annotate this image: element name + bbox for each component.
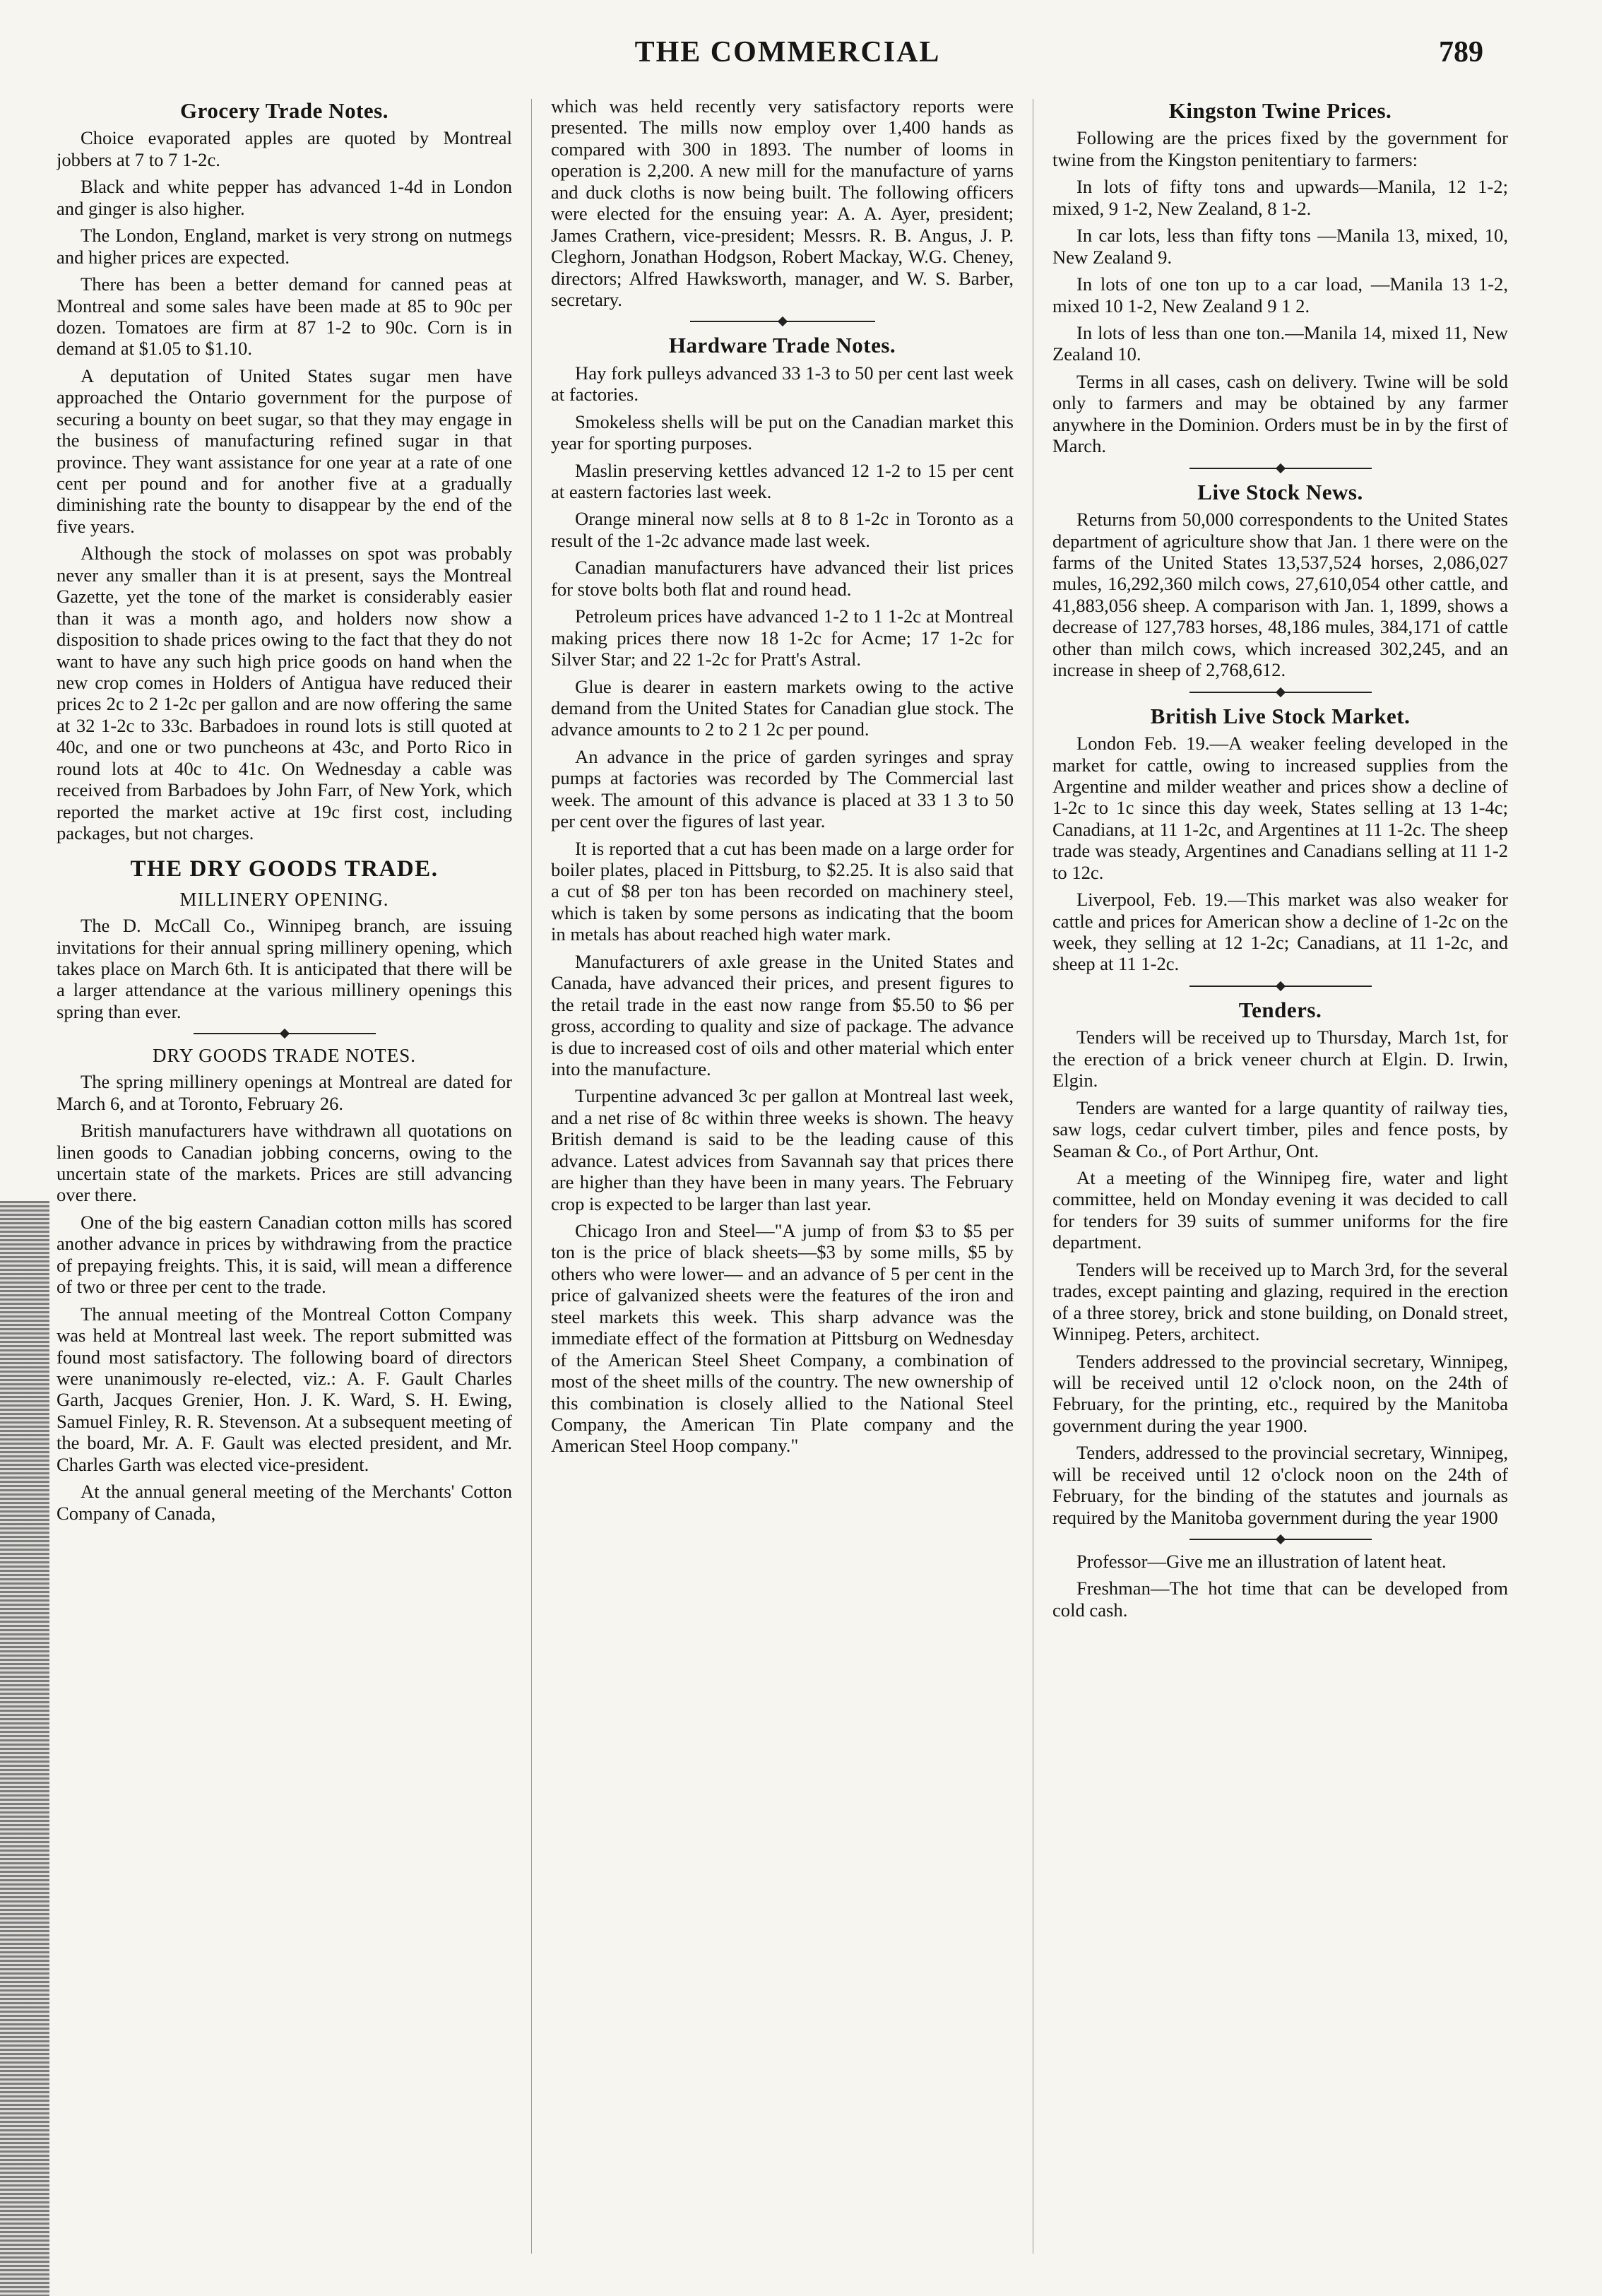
twine-paragraph: In lots of less than one ton.—Manila 14, mixed 11, New Zealand 10. xyxy=(1052,321,1508,365)
joke-line: Freshman—The hot time that can be developed from cold cash. xyxy=(1052,1578,1508,1621)
tenders-paragraph: Tenders are wanted for a large quantity of railway ties, saw logs, cedar culvert timber, piles and fence posts, by Seaman & Co., of Port Arthur, Ont. xyxy=(1052,1096,1508,1161)
column-2 xyxy=(551,95,1014,2282)
joke-line: Professor—Give me an illustration of latent heat. xyxy=(1076,1551,1447,1572)
hardware-paragraph: An advance in the price of garden syringes and spray pumps at factories was recorded by The Commercial last week. The amount of this advance is placed at 33 1 3 to 50 per cent over the figures of last year. xyxy=(551,745,1014,832)
section-separator xyxy=(1052,982,1508,990)
continued-paragraph: which was held recently very satisfactory reports were presented. The mills now employ over 1,400 hands as compared with 300 in 1893. The number of looms in operation is 2,200. A new mill for the manufacture of yarns and duck cloths is now being built. The following officers were elected for the ensuing year: A. A. Ayer, president; James Crathern, vice-president; Messrs. R. B. Angus, J. P. Cleghorn, Jonathan Hodgson, Robert Mackay, W.G. Cheney, directors; Alfred Hawksworth, manager, and W. S. Barber, secretary. xyxy=(551,95,1014,310)
twine-paragraph: In car lots, less than fifty tons —Manila 13, mixed, 10, New Zealand 9. xyxy=(1052,225,1508,268)
dry-goods-notes-subheading: DRY GOODS TRADE NOTES. xyxy=(152,1045,417,1067)
section-separator xyxy=(1052,688,1508,697)
dry-goods-heading: THE DRY GOODS TRADE. xyxy=(130,856,439,882)
binding-shadow xyxy=(0,1201,49,2296)
grocery-paragraph: There has been a better demand for canned peas at Montreal and some sales have been made at 85 to 90c per dozen. Tomatoes are firm at 87 1-2 to 90c. Corn is in demand at $1.05 to $1.10. xyxy=(57,273,512,360)
section-separator xyxy=(551,317,1014,326)
british-market-paragraph: Liverpool, Feb. 19.—This market was also weaker for cattle and prices for American show a decline of 1-2c on the week, they selling at 12 1-2c; Canadians, at 11 1-2c, and sheep at 11 1-2c. xyxy=(1052,889,1508,975)
hardware-heading: Hardware Trade Notes. xyxy=(668,333,896,358)
column-1 xyxy=(57,95,512,2282)
grocery-paragraph: The London, England, market is very strong on nutmegs and higher prices are expected. xyxy=(57,225,512,268)
grocery-heading: Grocery Trade Notes. xyxy=(180,98,388,123)
millinery-paragraph: The D. McCall Co., Winnipeg branch, are issuing invitations for their annual spring millinery opening, which takes place on March 6th. It is anticipated that there will be a larger attendance at the various millinery openings this spring than ever. xyxy=(57,915,512,1022)
hardware-paragraph: Maslin preserving kettles advanced 12 1-2 to 15 per cent at eastern factories last week. xyxy=(551,459,1014,503)
hardware-paragraph: Orange mineral now sells at 8 to 8 1-2c in Toronto as a result of the 1-2c advance made last week. xyxy=(551,508,1014,551)
hardware-paragraph: Hay fork pulleys advanced 33 1-3 to 50 per cent last week at factories. xyxy=(551,362,1014,406)
tenders-paragraph: Tenders, addressed to the provincial secretary, Winnipeg, will be received until 12 o'clock noon on the 24th of February, for the binding of the statutes and journals as required by the Manitoba government during the year 1900 xyxy=(1052,1442,1508,1528)
page-number: 789 xyxy=(1439,36,1483,69)
british-market-paragraph: London Feb. 19.—A weaker feeling developed in the market for cattle, owing to increased supplies from the Argentine and milder weather and prices show a decline of 1-2c to 1c since this day week, States selling at 13 1-4c; Canadians, at 11 1-2c, and Argentines at 11 1-2c. The sheep trade was steady, Argentines and Canadians selling at 11 1-2 to 12c. xyxy=(1052,733,1508,883)
grocery-paragraph: Choice evaporated apples are quoted by Montreal jobbers at 7 to 7 1-2c. xyxy=(57,127,512,170)
hardware-paragraph: Manufacturers of axle grease in the United States and Canada, have advanced their prices, and present figures to the retail trade in the east now range from $5.50 to $6 per gross, according to quality and size of package. The advance is due to increased cost of oils and other material which enter into the manufacture. xyxy=(551,950,1014,1079)
millinery-subheading: MILLINERY OPENING. xyxy=(179,889,389,911)
tenders-heading: Tenders. xyxy=(1238,997,1322,1022)
column-3 xyxy=(1052,95,1508,2282)
hardware-paragraph: Canadian manufacturers have advanced their list prices for stove bolts both flat and round head. xyxy=(551,557,1014,600)
british-market-heading: British Live Stock Market. xyxy=(1150,703,1411,728)
dry-goods-paragraph: At the annual general meeting of the Merchants' Cotton Company of Canada, xyxy=(57,1481,512,1524)
page-header xyxy=(92,35,1483,78)
hardware-paragraph: Petroleum prices have advanced 1-2 to 1 1-2c at Montreal making prices there now 18 1-2c for Acme; 17 1-2c for Silver Star; and 22 1-2c for Pratt's Astral. xyxy=(551,605,1014,670)
grocery-paragraph: Black and white pepper has advanced 1-4d in London and ginger is also higher. xyxy=(57,176,512,219)
twine-paragraph: In lots of one ton up to a car load, —Manila 13 1-2, mixed 10 1-2, New Zealand 9 1 2. xyxy=(1052,273,1508,316)
section-separator xyxy=(57,1029,512,1038)
dry-goods-paragraph: One of the big eastern Canadian cotton mills has scored another advance in prices by withdrawing from the practice of prepaying freights. This, it is said, will mean a difference of two or three per cent to the trade. xyxy=(57,1211,512,1298)
twine-heading: Kingston Twine Prices. xyxy=(1168,98,1392,123)
livestock-paragraph: Returns from 50,000 correspondents to the United States department of agriculture show that Jan. 1 there were on the farms of the United States 13,537,524 horses, 2,086,027 mules, 16,292,360 milch cows, 27,610,054 other cattle, and 41,883,056 sheep. A comparison with Jan. 1, 1899, shows a decrease of 127,783 horses, 48,186 mules, 384,171 of cattle other than milch cows, which increased 302,245, and an increase in sheep of 2,768,612. xyxy=(1052,509,1508,681)
hardware-paragraph: Turpentine advanced 3c per gallon at Montreal last week, and a net rise of 8c within three weeks is shown. The heavy British demand is said to be the leading cause of this advance. Latest advices from Savannah say that prices there are higher than they have been in many years. The February crop is expected to be larger than last year. xyxy=(551,1085,1014,1214)
tenders-paragraph: Tenders will be received up to Thursday, March 1st, for the erection of a brick veneer church at Elgin. D. Irwin, Elgin. xyxy=(1052,1026,1508,1091)
twine-paragraph: Terms in all cases, cash on delivery. Twine will be sold only to farmers and may be obtained by any farmer anywhere in the Dominion. Orders must be in by the first of March. xyxy=(1052,370,1508,457)
newspaper-title: THE COMMERCIAL xyxy=(634,36,941,69)
section-separator xyxy=(1052,464,1508,473)
grocery-paragraph: A deputation of United States sugar men have approached the Ontario government for the purpose of securing a bounty on beet sugar, so that they may engage in the business of manufacturing refined sugar in that province. They want assistance for one year at a rate of one cent per pound and for another five at a gradually diminishing rate the bounty to disappear by the end of the five years. xyxy=(57,365,512,537)
hardware-paragraph: Smokeless shells will be put on the Canadian market this year for sporting purposes. xyxy=(551,410,1014,454)
hardware-paragraph: Chicago Iron and Steel—"A jump of from $3 to $5 per ton is the price of black sheets—$3 by some mills, $5 by others who were lower— and an advance of 5 per cent in the price of galvanized sheets were the features of the iron and steel markets this week. This sharp advance was the immediate effect of the formation at Pittsburg on Wednesday of the American Steel Sheet Company, a combination of most of the sheet mills of the country. The new ownership of this combination is closely allied to the National Steel Company, the American Tin Plate company and the American Steel Hoop company." xyxy=(551,1220,1014,1457)
grocery-paragraph: Although the stock of molasses on spot was probably never any smaller than it is at present, says the Montreal Gazette, yet the tone of the market is considerably easier than it was a month ago, and holders now show a disposition to shade prices owing to the fact that they do not want to have any such high price goods on hand when the new crop comes in Holders of Antigua have reduced their prices 2c to 2 1-2c per gallon and are now offering the same at 32 1-2c to 33c. Barbadoes in round lots is still quoted at 40c, and one or two puncheons at 43c, and Porto Rico in round lots at 40c to 41c. On Wednesday a cable was received from Barbadoes by John Farr, of New York, which reported the market active at 19c first cost, including packages, but not charges. xyxy=(57,543,512,844)
column-divider xyxy=(531,99,532,2254)
livestock-heading: Live Stock News. xyxy=(1197,479,1363,504)
twine-paragraph: In lots of fifty tons and upwards—Manila, 12 1-2; mixed, 9 1-2, New Zealand, 8 1-2. xyxy=(1052,176,1508,219)
dry-goods-paragraph: British manufacturers have withdrawn all quotations on linen goods to Canadian jobbing concerns, owing to the uncertain state of the markets. Prices are still advancing over there. xyxy=(57,1120,512,1206)
hardware-paragraph: Glue is dearer in eastern markets owing to the active demand from the United States for Canadian glue stock. The advance amounts to 2 to 2 1 2c per pound. xyxy=(551,675,1014,740)
tenders-paragraph: Tenders addressed to the provincial secretary, Winnipeg, will be received until 12 o'clock noon, on the 24th of February, for the printing, etc., required by the Manitoba government during the year 1900. xyxy=(1052,1350,1508,1436)
dry-goods-paragraph: The annual meeting of the Montreal Cotton Company was held at Montreal last week. The report submitted was found most satisfactory. The following board of directors were unanimously re-elected, viz.: A. F. Gault Charles Garth, Jacques Grenier, Hon. J. K. Ward, S. H. Ewing, Samuel Finley, R. R. Stevenson. At a subsequent meeting of the board, Mr. A. F. Gault was elected president, and Mr. Charles Garth was elected vice-president. xyxy=(57,1303,512,1475)
tenders-paragraph: Tenders will be received up to March 3rd, for the several trades, except painting and glazing, required in the erection of a three storey, brick and stone building, on Donald street, Winnipeg. Peters, architect. xyxy=(1052,1258,1508,1345)
section-separator xyxy=(1052,1535,1508,1544)
hardware-paragraph: It is reported that a cut has been made on a large order for boiler plates, placed in Pittsburg, to $2.25. It is also said that a cut of $8 per ton has been recorded on machinery steel, which is taken by some persons as indicating that the boom in metals has about reached high water mark. xyxy=(551,837,1014,945)
tenders-paragraph: At a meeting of the Winnipeg fire, water and light committee, held on Monday evening it was decided to call for tenders for 39 suits of summer uniforms for the fire department. xyxy=(1052,1167,1508,1253)
dry-goods-paragraph: The spring millinery openings at Montreal are dated for March 6, and at Toronto, February 26. xyxy=(57,1071,512,1114)
twine-paragraph: Following are the prices fixed by the government for twine from the Kingston penitentiary to farmers: xyxy=(1052,127,1508,170)
